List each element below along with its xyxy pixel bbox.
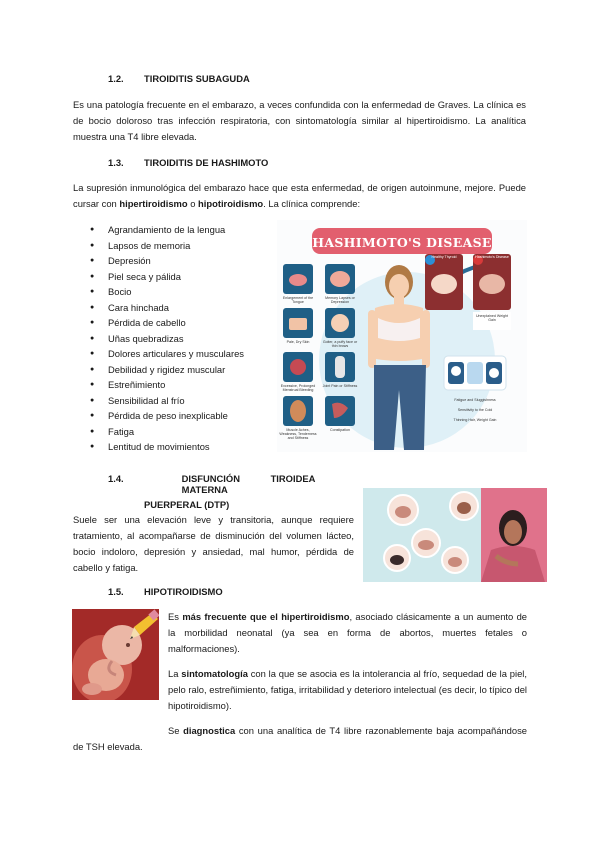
infographic-label: Fatigue and Sluggishness: [454, 398, 496, 402]
list-item: ● Lentitud de movimientos: [90, 439, 270, 455]
list-item: ● Bocio: [90, 284, 270, 300]
postpartum-illustration: [363, 488, 547, 582]
hashimoto-infographic: [277, 220, 527, 452]
section-1-2-heading: [108, 73, 250, 84]
infographic-label: Memory Lapses or Depression: [325, 296, 355, 304]
section-1-2-text: Es una patología frecuente en el embarazo, a veces confundida con la enfermedad de Graves. La clínica es de bocio doloroso tras infección respiratoria, con sintomatología similar al hipertiroidismo. La analítica muestra una T4 libre elevada.: [73, 99, 526, 142]
section-1-5-p3: Se diagnostica con una analítica de T4 libre razonablemente baja acompañándose de TSH elevada.: [73, 725, 527, 752]
list-item: ● Uñas quebradizas: [90, 331, 270, 347]
list-item: ● Agrandamiento de la lengua: [90, 222, 270, 238]
infographic-label: Muscle Aches, Weakness, Tenderness and Stiffness: [279, 428, 317, 440]
list-item: ● Piel seca y pálida: [90, 269, 270, 285]
infographic-label: Unexplained Weight Gain: [475, 314, 509, 322]
symptom-list: [90, 222, 270, 455]
list-item: ● Pérdida de cabello: [90, 315, 270, 331]
infographic-label: Enlargement of the Tongue: [282, 296, 314, 304]
infographic-label: Joint Pain or Stiffness: [322, 384, 358, 388]
list-item: ● Cara hinchada: [90, 300, 270, 316]
section-1-4-heading: [108, 473, 354, 510]
section-1-3-intro: La supresión inmunológica del embarazo hace que esta enfermedad, de origen autoinmune, mejore. Puede cursar con hipertiroidismo o hipotiroidismo. La clínica comprende:: [73, 182, 526, 209]
list-item: ● Sensibilidad al frío: [90, 393, 270, 409]
section-1-5-p1: Es más frecuente que el hipertiroidismo, asociado clásicamente a un aumento de la morbilidad neonatal (ya sea en forma de abortos, muertes fetales o malformaciones).: [168, 611, 528, 654]
section-number: 1.4.: [108, 473, 124, 484]
list-item: ● Dolores articulares y musculares: [90, 346, 270, 362]
section-1-5-p2: La sintomatología con la que se asocia es la intolerancia al frío, sequedad de la piel, pelo ralo, estreñimiento, fatiga, irritabilidad y deterioro intelectual (es decir, lo típico del hipotiroidismo).: [168, 668, 527, 711]
section-number: 1.3.: [108, 157, 124, 168]
section-1-4-text: Suele ser una elevación leve y transitoria, aunque requiere tratamiento, al acompañarse de disminución del volumen lácteo, bocio indoloro, depresión y ansiedad, mal humor, pérdida de cabello y fatiga.: [73, 514, 354, 573]
section-title: DISFUNCIÓN TIROIDEA MATERNA: [181, 473, 316, 495]
fetus-drawing: [72, 609, 159, 700]
infographic-label: Thinning Hair, Weight Gain: [453, 418, 497, 422]
infographic-label: Goiter, a puffy face or thin brows: [322, 340, 358, 348]
infographic-label: Hashimoto's Disease: [475, 255, 509, 259]
section-number: 1.5.: [108, 586, 124, 597]
list-item: ● Debilidad y rigidez muscular: [90, 362, 270, 378]
infographic-banner: HASHIMOTO'S DISEASE: [312, 235, 492, 250]
section-title: TIROIDITIS DE HASHIMOTO: [144, 157, 269, 168]
infographic-label: Sensitivity to the Cold: [457, 408, 493, 412]
section-1-5-heading: [108, 586, 223, 597]
section-1-3-heading: [108, 157, 268, 168]
infographic-label: Constipation: [330, 428, 350, 432]
section-title-line2: PUERPERAL (DTP): [144, 499, 230, 510]
infographic-label: Excessive, Prolonged Menstrual Bleeding: [280, 384, 316, 392]
section-title: HIPOTIROIDISMO: [144, 586, 223, 597]
list-item: ● Fatiga: [90, 424, 270, 440]
infographic-label: Pale, Dry Skin: [286, 340, 310, 344]
list-item: ● Lapsos de memoria: [90, 238, 270, 254]
list-item: ● Pérdida de peso inexplicable: [90, 408, 270, 424]
list-item: ● Depresión: [90, 253, 270, 269]
infographic-label: Healthy Thyroid: [431, 255, 457, 259]
section-number: 1.2.: [108, 73, 124, 84]
list-item: ● Estreñimiento: [90, 377, 270, 393]
section-title: TIROIDITIS SUBAGUDA: [144, 73, 250, 84]
postpartum-drawing: [363, 488, 547, 582]
fetus-illustration: [72, 609, 159, 700]
